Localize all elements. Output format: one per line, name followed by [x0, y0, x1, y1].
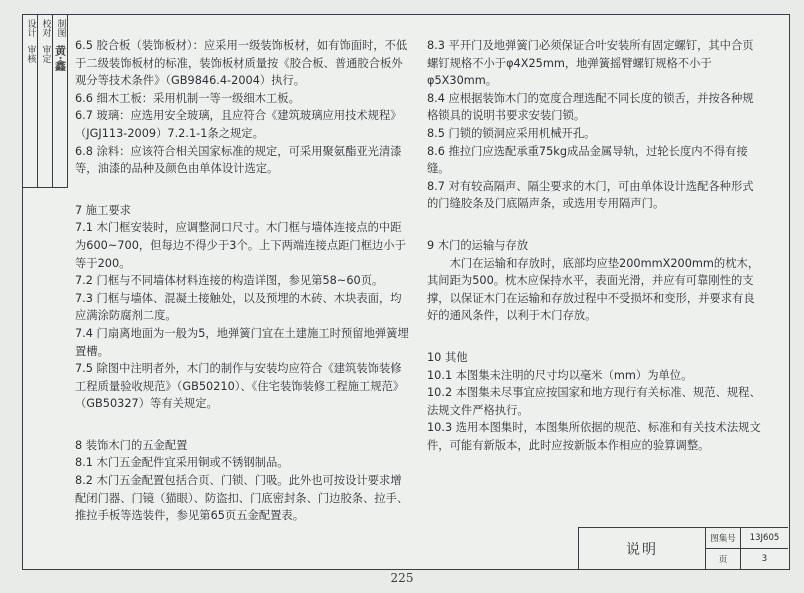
right-text-column [427, 37, 761, 454]
section-8-heading: 8 装饰木门的五金配置 [75, 438, 188, 452]
clause-8-2: 8.2 木门五金配置包括合页、门锁、门吸。此外也可按设计要求增配闭门器、门镜（猫眼）、防盗扣、门底密封条、门边胶条、拉手、推拉手板等选装件，参见第65页五金配置表。 [75, 474, 409, 523]
approval-label: 审定 [40, 45, 51, 63]
drawing-sheet [22, 14, 790, 570]
page-label: 页 [706, 549, 741, 569]
clause-6-5: 6.5 胶合板（装饰板材）：应采用一级装饰板材，如有饰面时，不低于二级装饰板材的标准，装饰板材质量按《胶合板、普通胶合板外观分等技术条件》（GB9846.4-2004）执行。 [75, 39, 408, 88]
title-block [578, 527, 788, 569]
section-9-heading: 9 木门的运输与存放 [427, 238, 529, 252]
approval-label: 校对 [40, 19, 51, 37]
clause-6-6: 6.6 细木工板：采用机制一等一级细木工板。 [75, 91, 300, 105]
book-page-number: 225 [390, 571, 414, 585]
page-row [706, 549, 788, 569]
clause-10-2: 10.2 本图集未尽事宜应按国家和地方现行有关标准、规范、规程、法规文件严格执行。 [427, 386, 761, 417]
clause-8-1: 8.1 木门五金配件宜采用铜或不锈钢制品。 [75, 456, 289, 470]
sheet-page-number: 3 [761, 554, 768, 564]
clause-7-1: 7.1 木门框安装时，应调整洞口尺寸。木门框与墙体连接点的中距为600~700，但每边不得少于3个。上下两端连接点距门框边小于等于200。 [75, 221, 406, 270]
section-9-body: 木门在运输和存放时，底部均应垫200mmX200mm的枕木，其间距为500。枕木应保持水平，表面光滑，并应有可靠刚性的支撑，以保证木门在运输和存放过程中不受损坏和变形，并要求有良好的通风条件，以利于木门存放。 [427, 256, 760, 323]
atlas-row [706, 528, 788, 549]
title-block-meta [706, 528, 788, 569]
clause-8-7: 8.7 对有较高隔声、隔尘要求的木门，可由单体设计选配各种形式的门缝胶条及门底隔声条，或选用专用隔声门。 [427, 179, 754, 211]
clause-7-4: 7.4 门扇离地面为一般为5，地弹簧门宜在土建施工时预留地弹簧埋置槽。 [75, 326, 409, 358]
clause-7-5: 7.5 除图中注明者外，木门的制作与安装均应符合《建筑装饰装修工程质量验收规范》（GB50210）、《住宅装饰装修工程施工规范》（GB50327）等有关规定。 [75, 362, 405, 411]
clause-8-4: 8.4 应根据装饰木门的宽度合理选配不同长度的锁舌，并按各种规格锁具的说明书要求安装门锁。 [427, 91, 754, 123]
section-10-heading: 10 其他 [427, 350, 468, 364]
clause-6-8: 6.8 涂料：应该符合相关国家标准的规定，可采用聚氨酯亚光清漆等，油漆的品种及颜色由单体设计选定。 [75, 144, 402, 176]
approval-column [38, 15, 53, 187]
approval-strip [23, 15, 68, 188]
clause-7-2: 7.2 门框与不同墙体材料连接的构造详图，参见第58~60页。 [75, 274, 384, 288]
clause-8-6: 8.6 推拉门应选配承重75kg成品金属导轨，过轮长度内不得有接缝。 [427, 144, 748, 176]
sheet-title: 说明 [579, 528, 706, 569]
clause-8-5: 8.5 门锁的锁洞应采用机械开孔。 [427, 126, 596, 140]
signature: 黄·鑫 [53, 45, 67, 71]
approval-label: 设计 [25, 19, 36, 37]
clause-10-1: 10.1 本图集未注明的尺寸均以毫米（mm）为单位。 [427, 368, 693, 382]
left-text-column [75, 37, 411, 525]
clause-6-7: 6.7 玻璃：应选用安全玻璃，且应符合《建筑玻璃应用技术规程》（JGJ113-2009）7.2.1-1条之规定。 [75, 109, 402, 140]
atlas-number: 13J605 [749, 533, 780, 543]
atlas-label: 图集号 [706, 528, 741, 548]
approval-label: 审核 [25, 45, 36, 63]
clause-8-3: 8.3 平开门及地弹簧门必须保证合叶安装所有固定螺钉，其中合页螺钉规格不小于φ4X25mm，地弹簧摇臂螺钉规格不小于φ5X30mm。 [427, 39, 754, 88]
section-7-heading: 7 施工要求 [75, 203, 131, 217]
clause-7-3: 7.3 门框与墙体、混凝土接触处，以及预埋的木砖、木块表面，均应满涂防腐剂二度。 [75, 291, 402, 323]
approval-label: 制图 [55, 19, 66, 37]
approval-column [53, 15, 67, 187]
approval-column [23, 15, 38, 187]
clause-10-3: 10.3 选用本图集时，本图集所依据的规范、标准和有关技术法规文件，可能有新版本，此时应按新版本作相应的验算调整。 [427, 421, 761, 452]
